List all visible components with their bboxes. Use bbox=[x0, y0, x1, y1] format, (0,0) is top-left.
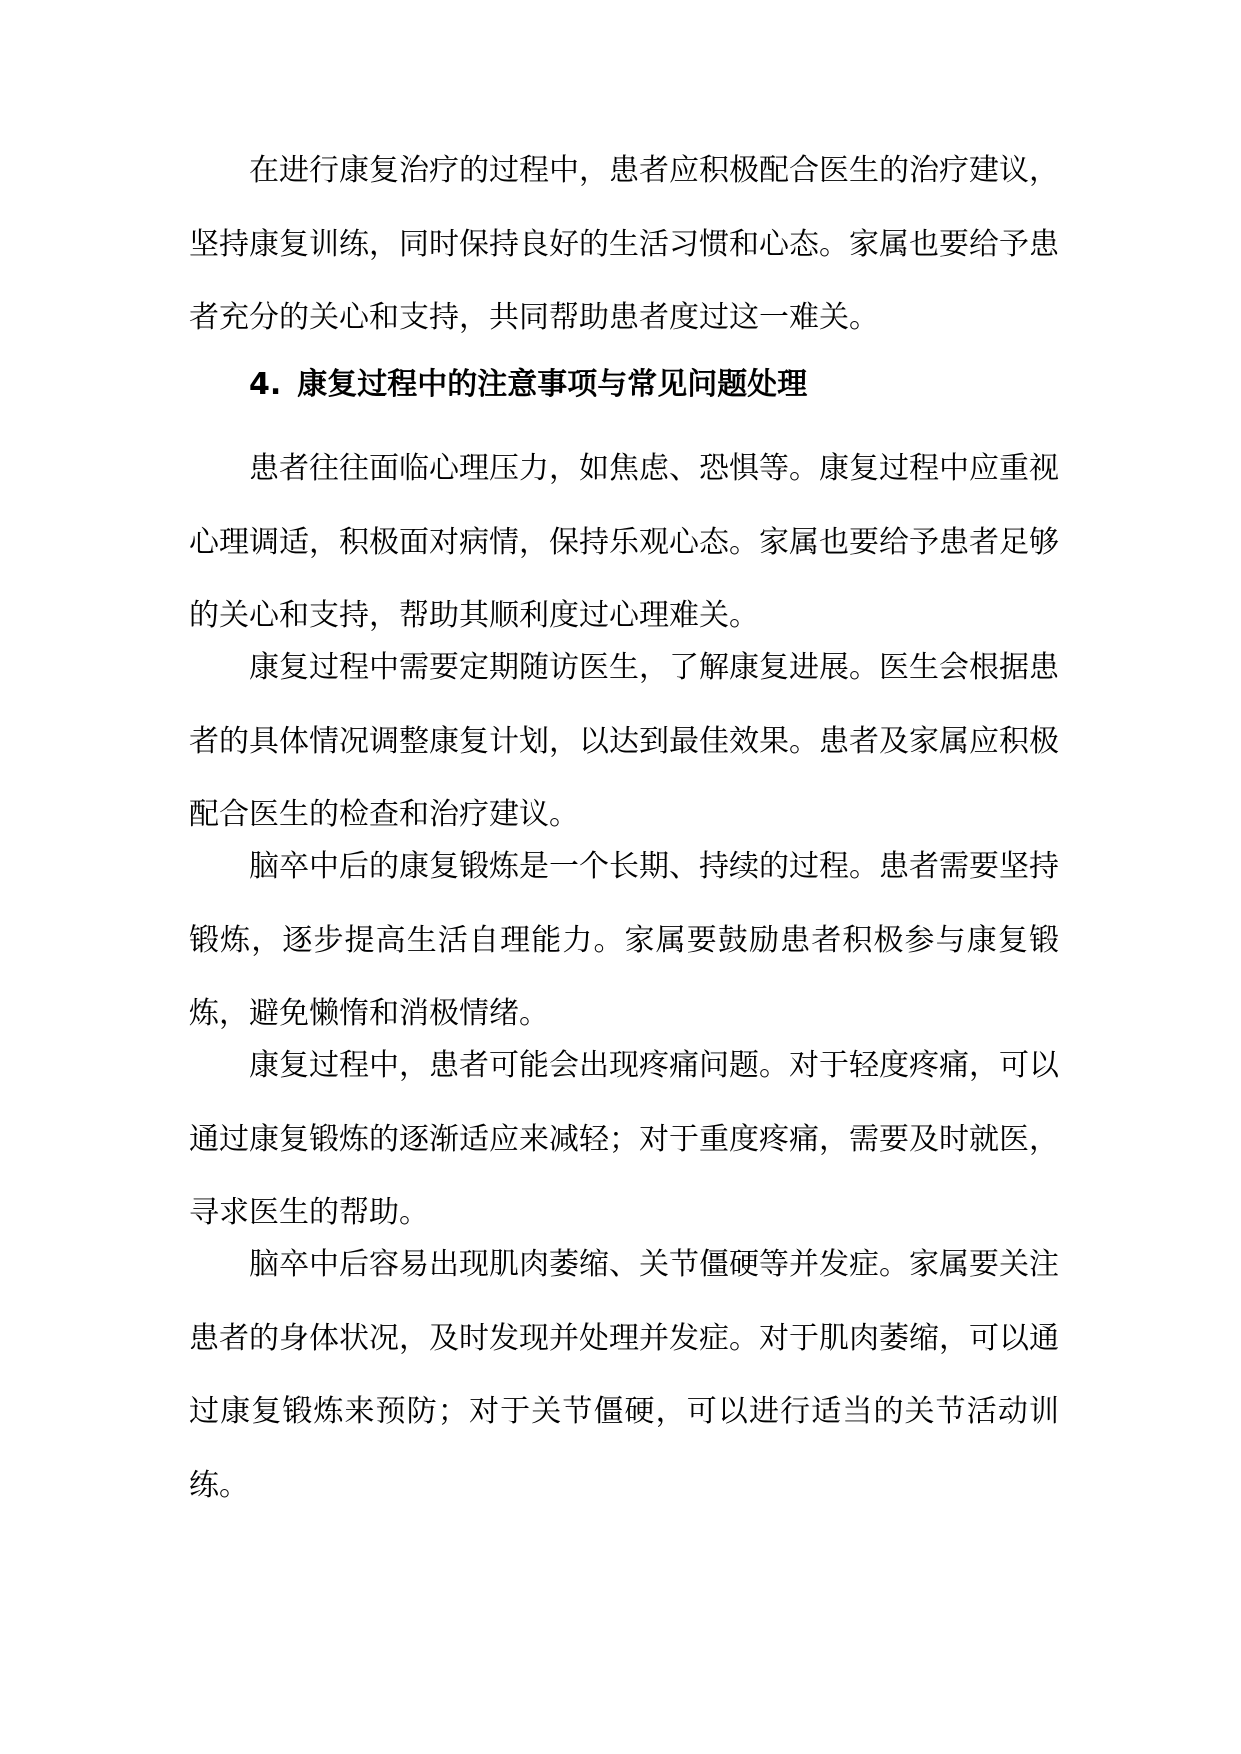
section-number: 4. bbox=[249, 367, 282, 402]
paragraph-complications: 脑卒中后容易出现肌肉萎缩、关节僵硬等并发症。家属要关注患者的身体状况，及时发现并处理并发症。对于肌肉萎缩，可以通过康复锻炼来预防；对于关节僵硬，可以进行适当的关节活动训练。 bbox=[189, 1247, 1059, 1503]
section-title: 康复过程中的注意事项与常见问题处理 bbox=[297, 367, 808, 402]
paragraph-pain: 康复过程中，患者可能会出现疼痛问题。对于轻度疼痛，可以通过康复锻炼的逐渐适应来减轻；对于重度疼痛，需要及时就医，寻求医生的帮助。 bbox=[189, 1048, 1059, 1230]
paragraph-long-term-exercise: 脑卒中后的康复锻炼是一个长期、持续的过程。患者需要坚持锻炼，逐步提高生活自理能力。家属要鼓励患者积极参与康复锻炼，避免懒惰和消极情绪。 bbox=[189, 849, 1059, 1031]
section-heading bbox=[249, 365, 1059, 405]
paragraph-psychological: 患者往往面临心理压力，如焦虑、恐惧等。康复过程中应重视心理调适，积极面对病情，保持乐观心态。家属也要给予患者足够的关心和支持，帮助其顺利度过心理难关。 bbox=[189, 451, 1059, 633]
paragraph-rehab-cooperation: 在进行康复治疗的过程中，患者应积极配合医生的治疗建议，坚持康复训练，同时保持良好的生活习惯和心态。家属也要给予患者充分的关心和支持，共同帮助患者度过这一难关。 bbox=[189, 153, 1059, 335]
paragraph-follow-up: 康复过程中需要定期随访医生，了解康复进展。医生会根据患者的具体情况调整康复计划，以达到最佳效果。患者及家属应积极配合医生的检查和治疗建议。 bbox=[189, 650, 1059, 832]
